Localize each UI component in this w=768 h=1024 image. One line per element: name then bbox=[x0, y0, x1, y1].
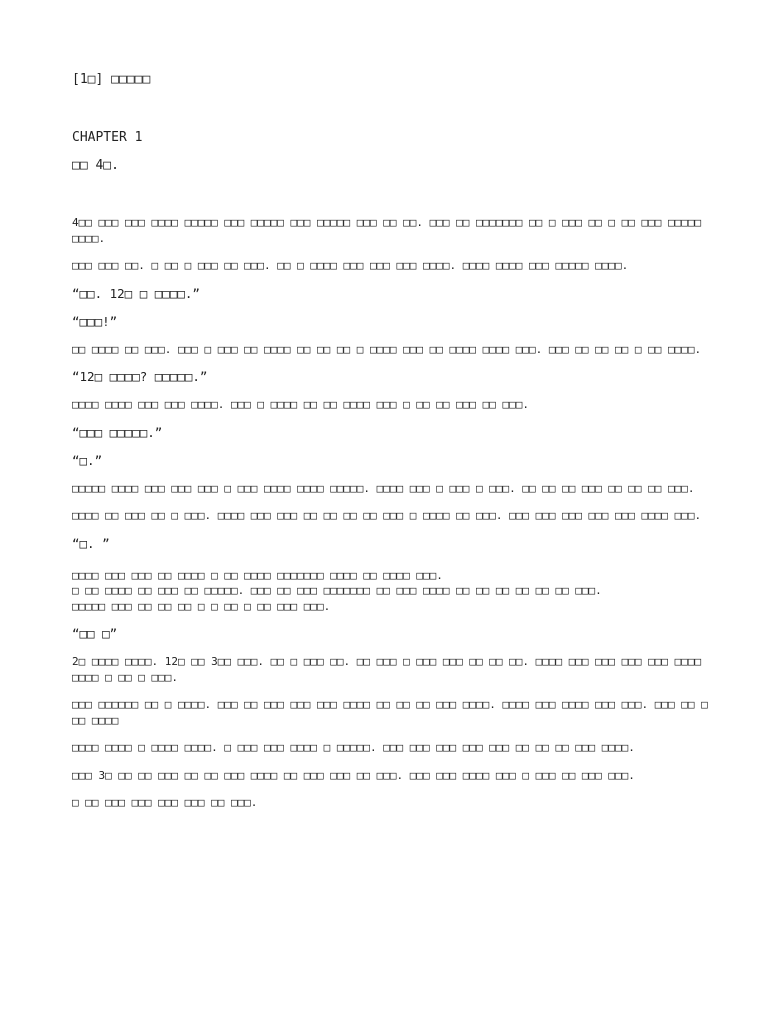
dialogue-line: “□□□!” bbox=[72, 313, 118, 329]
paragraph: 4□□ □□□ □□□ □□□□ □□□□□ □□□ □□□□□ □□□ □□□□□ □□□ □□ □□. □□□ □□ □□□□□□□ □□ □ □□□ □□ □ □□ □□□ □□□□□ □□□□. bbox=[72, 216, 708, 245]
paragraph: □□ □□□□ □□ □□□. □□□ □ □□□ □□ □□□□ □□ □□ □□ □ □□□□ □□□ □□ □□□□ □□□□ □□□. □□□ □□ □□ □□ □ □□ □□□□. bbox=[72, 342, 702, 356]
paragraph: □□□□□ □□□□ □□□ □□□ □□□ □ □□□ □□□□ □□□□ □□□□□. □□□□ □□□ □ □□□ □ □□□. □□ □□ □□ □□□ □□ □□ □□ □□□. bbox=[72, 481, 695, 495]
paragraph: □□□□ □□ □□□ □□ □ □□□. □□□□ □□□ □□□ □□ □□ □□ □□ □□□ □ □□□□ □□ □□□. □□□ □□□ □□□ □□□ □□□ □□□□ □□□. bbox=[72, 509, 702, 522]
paragraph: □□□□ □□□□ □ □□□□ □□□□. □ □□□ □□□ □□□□ □ □□□□□. □□□ □□□ □□□ □□□ □□□ □□ □□ □□ □□□ □□□□. bbox=[72, 741, 635, 754]
dialogue-line: “□□□ □□□□□.” bbox=[72, 424, 163, 440]
paragraph: □ □□ □□□ □□□ □□□ □□□ □□ □□□. bbox=[72, 796, 258, 809]
chapter-heading: CHAPTER 1 bbox=[72, 130, 143, 145]
paragraph: □□□□ □□□ □□□ □□ □□□□ □ □□ □□□□ □□□□□□□ □□□□ □□ □□□□ □□□. □ □□ □□□□ □□ □□□ □□ □□□□□. □□□ □□ □□□ □□□□□□□ □□ □□□ □□□□ □□ □□ □□ □□ □□ □□ □□□. □□□□□ □□□ □□ □□ □□ □ □ □□ □ □□ □□□ □□□. bbox=[72, 568, 602, 613]
dialogue-line: “□.” bbox=[72, 452, 103, 468]
chapter-subheading: □□ 4□. bbox=[72, 158, 119, 173]
paragraph: □□□□ □□□□ □□□ □□□ □□□□. □□□ □ □□□□ □□ □□ □□□□ □□□ □ □□ □□ □□□ □□ □□□. bbox=[72, 398, 529, 411]
paragraph: 2□ □□□□ □□□□. 12□ □□ 3□□ □□□. □□ □ □□□ □□. □□ □□□ □ □□□ □□□ □□ □□ □□. □□□□ □□□ □□□ □□□ □□□ □□□□ □□□□ □ □□ □ □□□. bbox=[72, 655, 708, 684]
dialogue-line: “12□ □□□□? □□□□□.” bbox=[72, 369, 208, 384]
chapter-body bbox=[72, 215, 708, 811]
document-title: [1□] □□□□□ bbox=[72, 72, 151, 87]
paragraph: □□□ □□□□□□ □□ □ □□□□. □□□ □□ □□□ □□□ □□□ □□□□ □□ □□ □□ □□□ □□□□. □□□□ □□□ □□□□ □□□ □□□. □□□ □□ □□□ □□□□ bbox=[72, 698, 708, 727]
dialogue-line: “□. ” bbox=[72, 535, 110, 551]
dialogue-line: “□□. 12□ □ □□□□.” bbox=[72, 285, 200, 301]
dialogue-line: “□□ □” bbox=[72, 626, 118, 641]
paragraph: □□□ □□□ □□. □ □□ □ □□□ □□ □□□. □□ □ □□□□ □□□ □□□ □□□ □□□□. □□□□ □□□□ □□□ □□□□□ □□□□. bbox=[72, 259, 629, 272]
paragraph: □□□ 3□ □□ □□ □□□ □□ □□ □□□ □□□□ □□ □□□ □□□ □□ □□□. □□□ □□□ □□□□ □□□ □ □□□ □□ □□□ □□□. bbox=[72, 768, 635, 782]
